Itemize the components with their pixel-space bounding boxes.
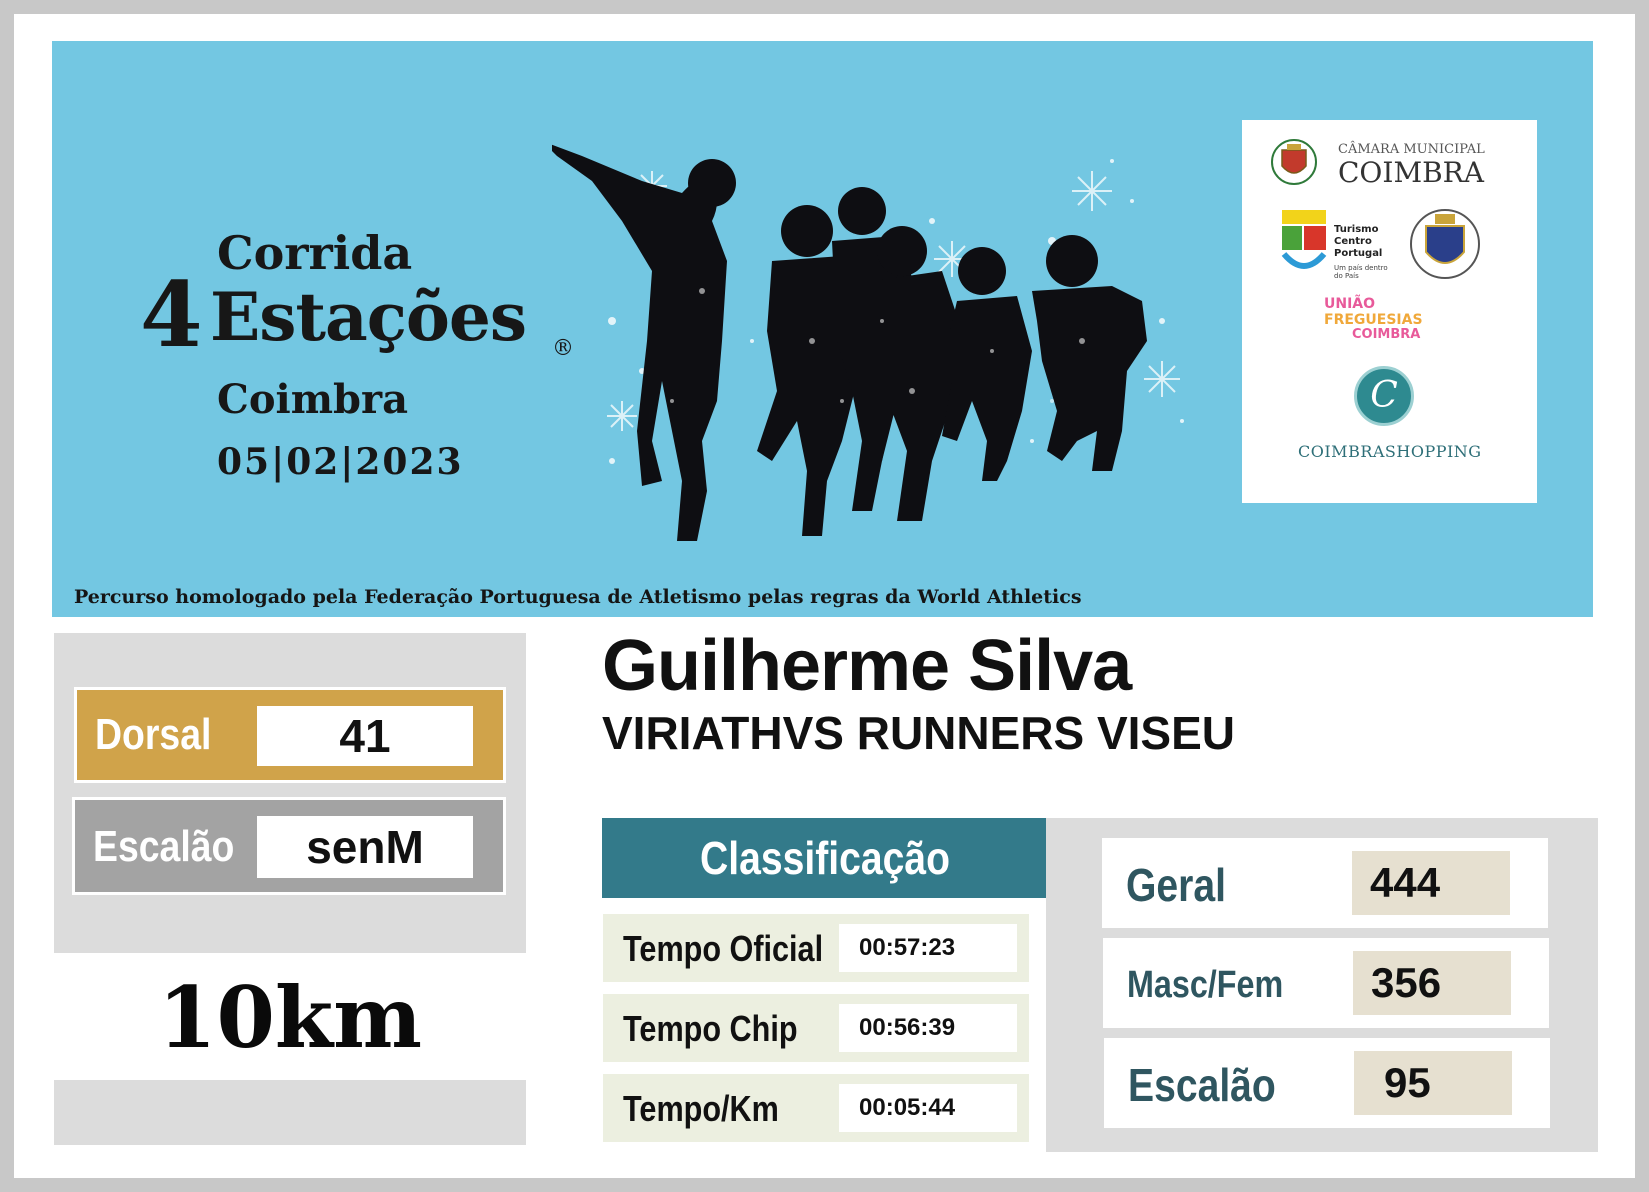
bib-category-panel (54, 633, 526, 953)
camara-line1: CÂMARA MUNICIPAL (1338, 142, 1485, 157)
turismo-line3: Portugal (1334, 248, 1383, 259)
homologation-note: Percurso homologado pela Federação Portuguesa de Atletismo pelas regras da World Athletics (74, 586, 1082, 608)
brand-corrida: Corrida (217, 226, 413, 280)
ranking-row (1104, 1038, 1550, 1128)
turismo-tagline: Um país dentro do País (1334, 264, 1388, 280)
brand-number: 4 (140, 262, 203, 368)
time-label: Tempo Chip (623, 1008, 798, 1049)
classification-header-label: Classificação (700, 832, 950, 884)
category-label: Escalão (93, 822, 235, 871)
registered-mark: ® (552, 336, 574, 361)
coimbrashopping-name: COIMBRASHOPPING (1298, 442, 1482, 461)
shopping-letter: C (1370, 375, 1398, 416)
coimbrashopping-logo-icon (1354, 366, 1414, 426)
coimbra-coat-of-arms-icon (1270, 138, 1318, 186)
ranking-row (1103, 938, 1549, 1028)
ranking-label: Geral (1126, 859, 1226, 911)
runners-silhouette-illustration (552, 141, 1232, 581)
time-value: 00:57:23 (839, 924, 1017, 972)
ranking-value: 444 (1352, 851, 1510, 915)
brand-estacoes: Estações (210, 278, 527, 356)
category-value: senM (257, 816, 473, 878)
uniao-line3: COIMBRA (1352, 327, 1421, 342)
time-value: 00:56:39 (839, 1004, 1017, 1052)
ranking-panel (1046, 818, 1598, 1152)
time-value: 00:05:44 (839, 1084, 1017, 1132)
turismo-centro-logo-icon (1280, 208, 1328, 274)
parish-coat-of-arms-icon (1408, 204, 1482, 282)
uniao-line2: FREGUESIAS (1324, 312, 1423, 328)
camara-line2: COIMBRA (1338, 156, 1484, 189)
classification-header (602, 818, 1048, 898)
ranking-value: 356 (1353, 951, 1511, 1015)
time-row (603, 914, 1029, 982)
race-distance: 10km (54, 955, 526, 1080)
ranking-label: Escalão (1128, 1059, 1276, 1111)
time-row (603, 994, 1029, 1062)
event-brand-logo (132, 226, 572, 496)
athlete-name: Guilherme Silva (602, 626, 1132, 706)
sponsors-box (1242, 120, 1537, 503)
bib-box (74, 687, 506, 783)
time-label: Tempo Oficial (623, 928, 824, 969)
ranking-label: Masc/Fem (1127, 964, 1284, 1006)
bottom-gray-band (54, 1080, 526, 1145)
time-row (603, 1074, 1029, 1142)
event-date: 05|02|2023 (217, 441, 464, 483)
time-label: Tempo/Km (623, 1088, 779, 1129)
uniao-line1: UNIÃO (1324, 296, 1376, 312)
ranking-value: 95 (1354, 1051, 1512, 1115)
event-city: Coimbra (217, 376, 408, 423)
category-box (72, 797, 506, 895)
event-banner (52, 41, 1593, 617)
athlete-club: VIRIATHVS RUNNERS VISEU (602, 707, 1236, 759)
bib-value: 41 (257, 706, 473, 766)
ranking-row (1102, 838, 1548, 928)
bib-label: Dorsal (95, 710, 212, 759)
turismo-line2: Centro (1334, 236, 1372, 247)
turismo-line1: Turismo (1334, 224, 1379, 235)
